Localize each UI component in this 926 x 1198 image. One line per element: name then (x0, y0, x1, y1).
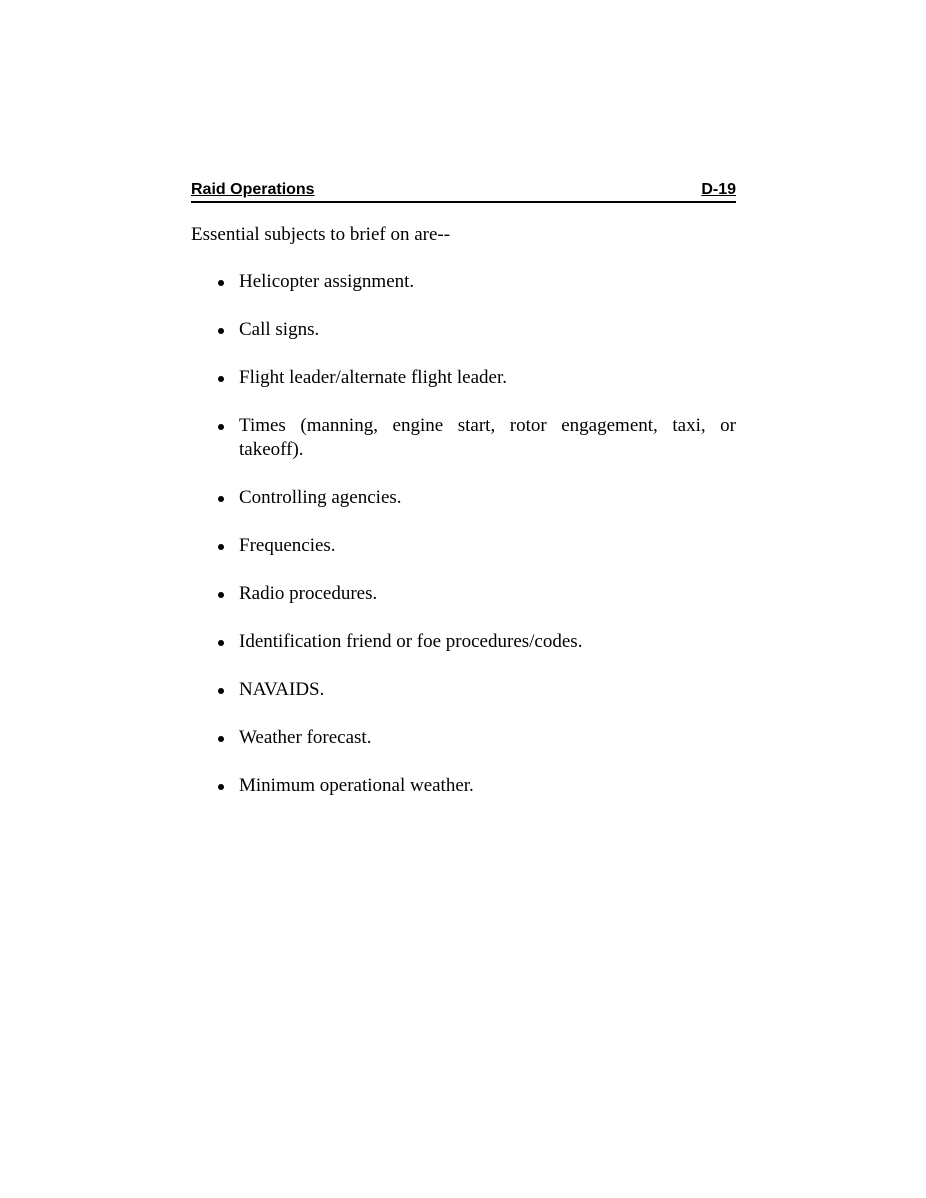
list-item (214, 678, 736, 702)
bullet-icon (218, 376, 224, 382)
list-item-text: NAVAIDS. (239, 679, 325, 700)
list-item (214, 318, 736, 342)
bullet-icon (218, 784, 224, 790)
list-item-text: Weather forecast. (239, 727, 372, 748)
list-item (214, 630, 736, 654)
bullet-icon (218, 280, 224, 286)
bullet-icon (218, 328, 224, 334)
list-item (214, 270, 736, 294)
list-item-text: Minimum operational weather. (239, 775, 474, 796)
list-item-text: Helicopter assignment. (239, 271, 415, 292)
list-item (214, 726, 736, 750)
list-item-text: Controlling agencies. (239, 487, 402, 508)
bullet-icon (218, 496, 224, 502)
page-code: D-19 (701, 181, 736, 198)
bullet-icon (218, 688, 224, 694)
bullet-icon (218, 544, 224, 550)
list-item (214, 582, 736, 606)
list-item-text: Flight leader/alternate flight leader. (239, 367, 508, 388)
bullet-icon (218, 736, 224, 742)
bullet-icon (218, 640, 224, 646)
list-item-text: Identification friend or foe procedures/codes. (239, 631, 583, 652)
list-item (214, 486, 736, 510)
list-item (214, 774, 736, 798)
bullet-icon (218, 424, 224, 430)
briefing-subjects-list (214, 270, 736, 822)
list-item (214, 534, 736, 558)
page-header (191, 180, 736, 203)
list-item-text: Radio procedures. (239, 583, 378, 604)
list-item-text: Frequencies. (239, 535, 336, 556)
intro-paragraph: Essential subjects to brief on are-- (191, 224, 451, 245)
list-item (214, 414, 736, 462)
list-item (214, 366, 736, 390)
section-title: Raid Operations (191, 181, 315, 198)
list-item-text: Call signs. (239, 319, 320, 340)
bullet-icon (218, 592, 224, 598)
list-item-text: Times (manning, engine start, rotor engagement, taxi, or takeoff). (239, 415, 736, 460)
